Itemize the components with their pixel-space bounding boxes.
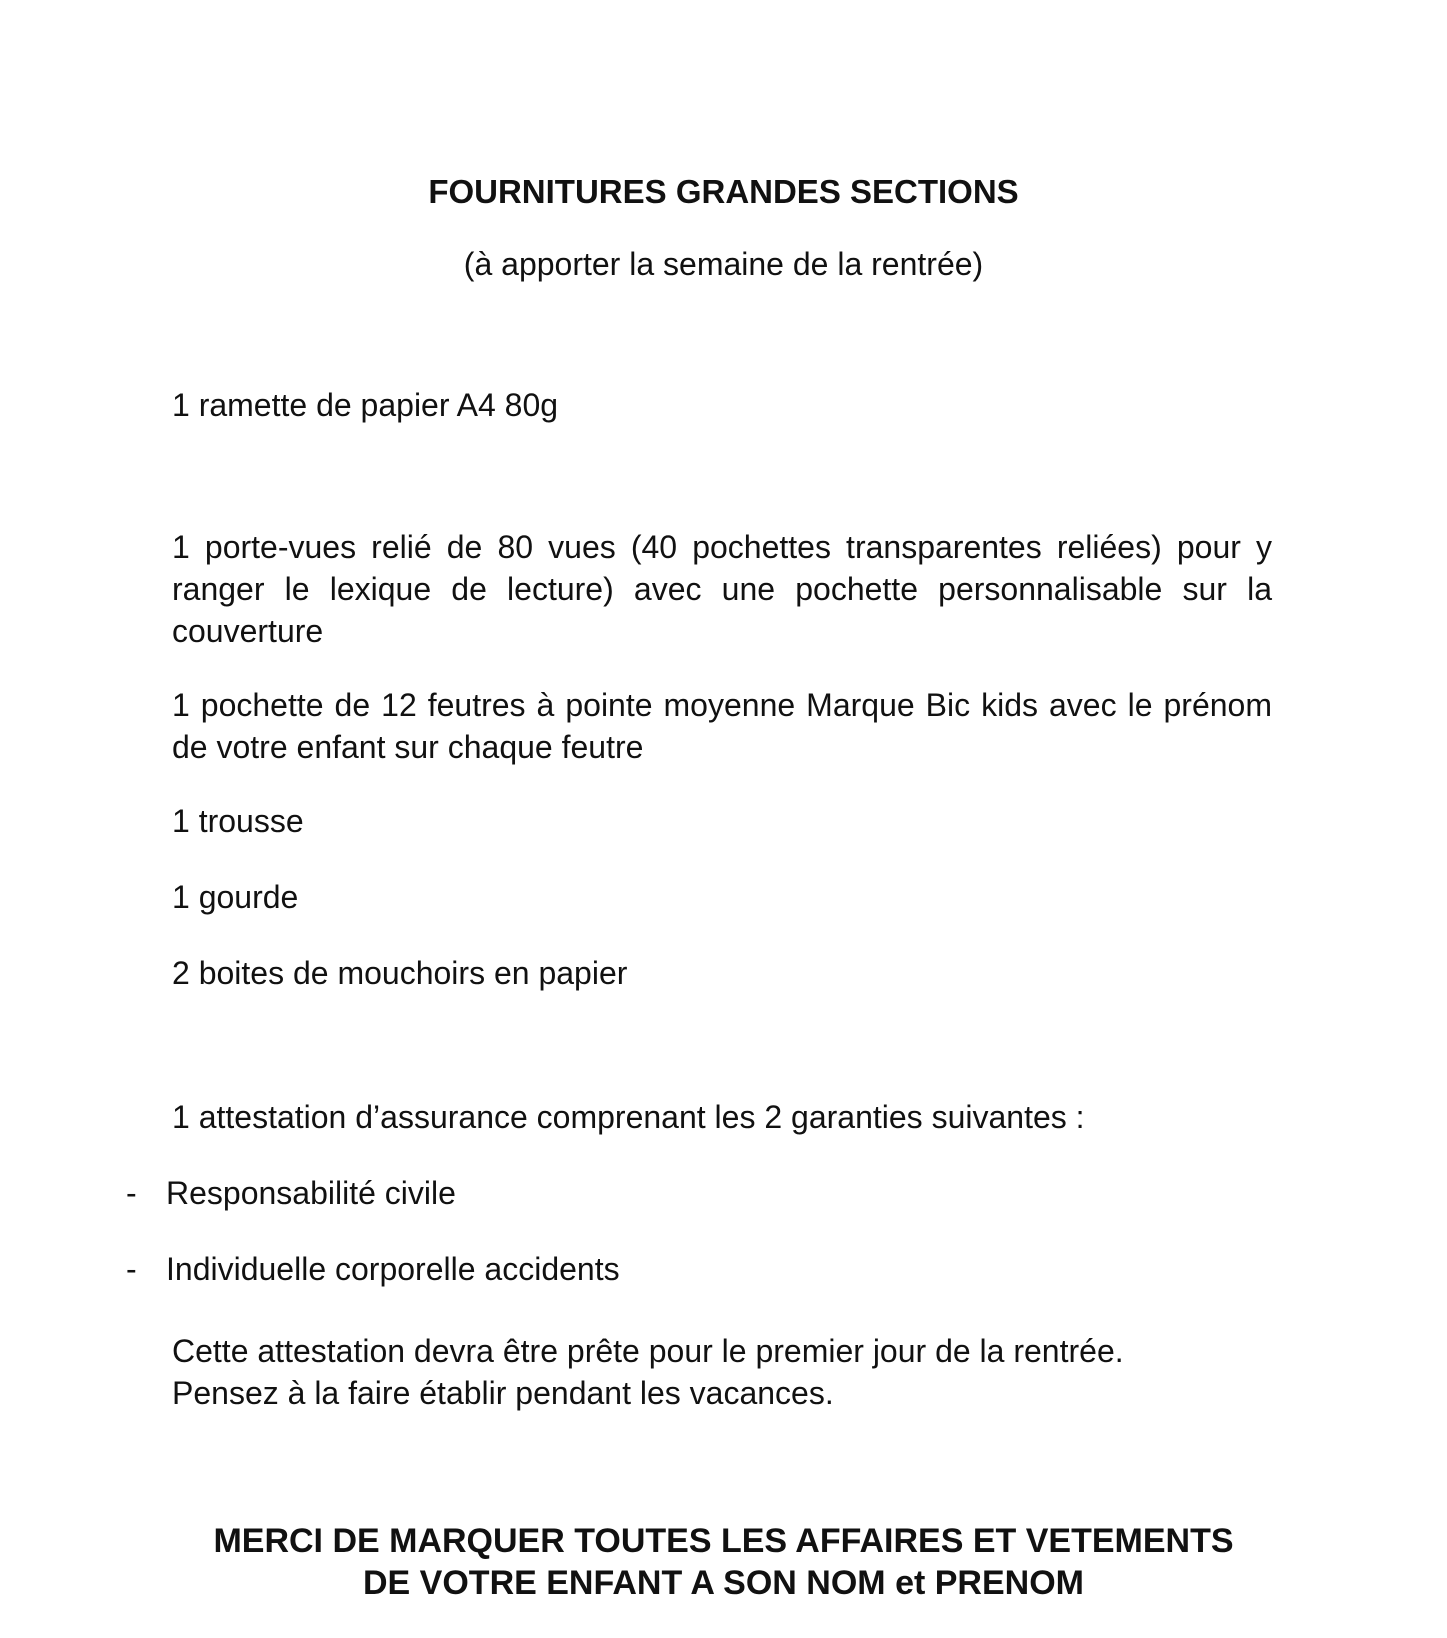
note-line: Cette attestation devra être prête pour le premier jour de la rentrée.: [172, 1333, 1124, 1369]
guarantee-label: Responsabilité civile: [166, 1175, 456, 1211]
insurance-item: 1 attestation d’assurance comprenant les 2 garanties suivantes :: [172, 1099, 1085, 1135]
supply-item: 1 trousse: [172, 803, 304, 839]
guarantee-label: Individuelle corporelle accidents: [166, 1251, 620, 1287]
footer-line: MERCI DE MARQUER TOUTES LES AFFAIRES ET VETEMENTS: [213, 1522, 1234, 1560]
footer-reminder: [0, 1520, 1447, 1604]
document-title: FOURNITURES GRANDES SECTIONS: [428, 173, 1019, 210]
supply-item: 1 ramette de papier A4 80g: [172, 387, 559, 423]
supply-item: 1 gourde: [172, 879, 299, 915]
supply-item: 2 boites de mouchoirs en papier: [172, 955, 628, 991]
footer-line: DE VOTRE ENFANT A SON NOM et PRENOM: [363, 1564, 1084, 1602]
bullet-dash: -: [126, 1251, 137, 1287]
supply-item: 1 porte-vues relié de 80 vues (40 pochettes transparentes reliées) pour y ranger le lexique de lecture) avec une pochette personnalisable sur la couverture: [172, 529, 1272, 649]
bullet-dash: -: [126, 1175, 137, 1211]
note-line: Pensez à la faire établir pendant les vacances.: [172, 1375, 834, 1411]
guarantee-list-item: [126, 1248, 620, 1290]
supply-item: 1 pochette de 12 feutres à pointe moyenne Marque Bic kids avec le prénom de votre enfant sur chaque feutre: [172, 687, 1272, 765]
document-subtitle: (à apporter la semaine de la rentrée): [463, 246, 984, 282]
insurance-note: [172, 1330, 1272, 1414]
guarantee-list-item: [126, 1172, 456, 1214]
